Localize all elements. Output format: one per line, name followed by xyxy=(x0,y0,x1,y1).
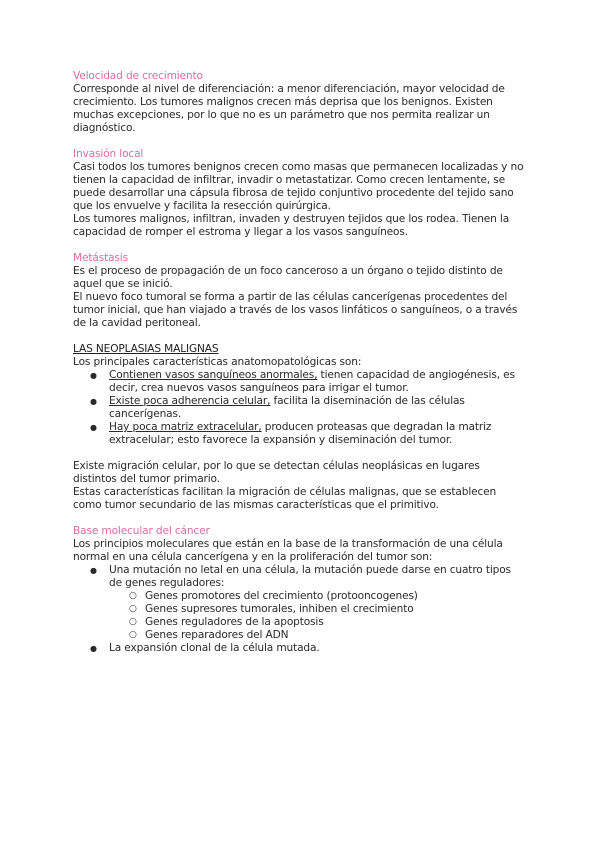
paragraph-metastasis-1: Es el proceso de propagación de un foco canceroso a un órgano o tejido distinto de aquel que se inició. xyxy=(73,265,503,290)
paragraph-invasion-2: Los tumores malignos, infiltran, invaden y destruyen tejidos que los rodea. Tienen la capacidad de romper el estroma y llegar a los vasos sanguíneos. xyxy=(73,213,510,238)
list-item-text: tienen capacidad de angiogénesis, es decir, crea nuevos vasos sanguíneos para irrigar el tumor. xyxy=(109,369,515,394)
heading-base-molecular: Base molecular del cáncer xyxy=(73,525,210,537)
paragraph-neoplasias-1: Existe migración celular, por lo que se detectan células neoplásicas en lugares distintos del tumor primario. xyxy=(73,460,480,485)
sub-list-item: ○ Genes promotores del crecimiento (protooncogenes) xyxy=(73,590,526,603)
list-item xyxy=(73,395,526,421)
sub-list-item: ○ Genes reparadores del ADN xyxy=(73,629,526,642)
paragraph-neoplasias-intro: Los principales características anatomopatológicas son: xyxy=(73,356,362,368)
list-item: ● Una mutación no letal en una célula, la mutación puede darse en cuatro tipos de genes reguladores: xyxy=(73,564,526,590)
list-item-text: facilita la diseminación de las células cancerígenas. xyxy=(109,395,465,420)
paragraph-base-intro: Los principios moleculares que están en la base de la transformación de una célula normal en una célula cancerígena y en la proliferación del tumor son: xyxy=(73,538,503,563)
list-item-underlined: Contienen vasos sanguíneos anormales, xyxy=(109,369,318,381)
list-item: ● La expansión clonal de la célula mutada. xyxy=(73,642,526,655)
heading-metastasis: Metástasis xyxy=(73,252,128,264)
heading-velocidad: Velocidad de crecimiento xyxy=(73,70,203,82)
heading-neoplasias: LAS NEOPLASIAS MALIGNAS xyxy=(73,343,219,355)
base-list xyxy=(73,564,526,655)
neoplasias-list xyxy=(73,369,526,447)
paragraph-metastasis-2: El nuevo foco tumoral se forma a partir de las células cancerígenas procedentes del tumor inicial, que han viajado a través de los vasos linfáticos o sanguíneos, o a través de la cavidad peritoneal. xyxy=(73,291,518,329)
list-item xyxy=(73,369,526,395)
list-item-underlined: Existe poca adherencia celular, xyxy=(109,395,271,407)
heading-invasion: Invasión local xyxy=(73,148,144,160)
paragraph-neoplasias-2: Estas características facilitan la migración de células malignas, que se establecen como tumor secundario de las mismas características que el primitivo. xyxy=(73,486,497,511)
list-item-text: producen proteasas que degradan la matriz extracelular; esto favorece la expansión y diseminación del tumor. xyxy=(109,421,492,446)
list-item-underlined: Hay poca matriz extracelular, xyxy=(109,421,262,433)
paragraph-invasion-1: Casi todos los tumores benignos crecen como masas que permanecen localizadas y no tienen la capacidad de infiltrar, invadir o metastatizar. Como crecen lentamente, se puede desarrollar una cápsula fibrosa de tejido conjuntivo procedente del tejido sano que los envuelve y facilita la resección quirúrgica. xyxy=(73,161,524,212)
list-item xyxy=(73,421,526,447)
sub-list-item: ○ Genes supresores tumorales, inhiben el crecimiento xyxy=(73,603,526,616)
paragraph-velocidad: Corresponde al nivel de diferenciación: a menor diferenciación, mayor velocidad de crecimiento. Los tumores malignos crecen más deprisa que los benignos. Existen muchas excepciones, por lo que no es un parámetro que nos permita realizar un diagnóstico. xyxy=(73,83,505,134)
sub-list-item: ○ Genes reguladores de la apoptosis xyxy=(73,616,526,629)
